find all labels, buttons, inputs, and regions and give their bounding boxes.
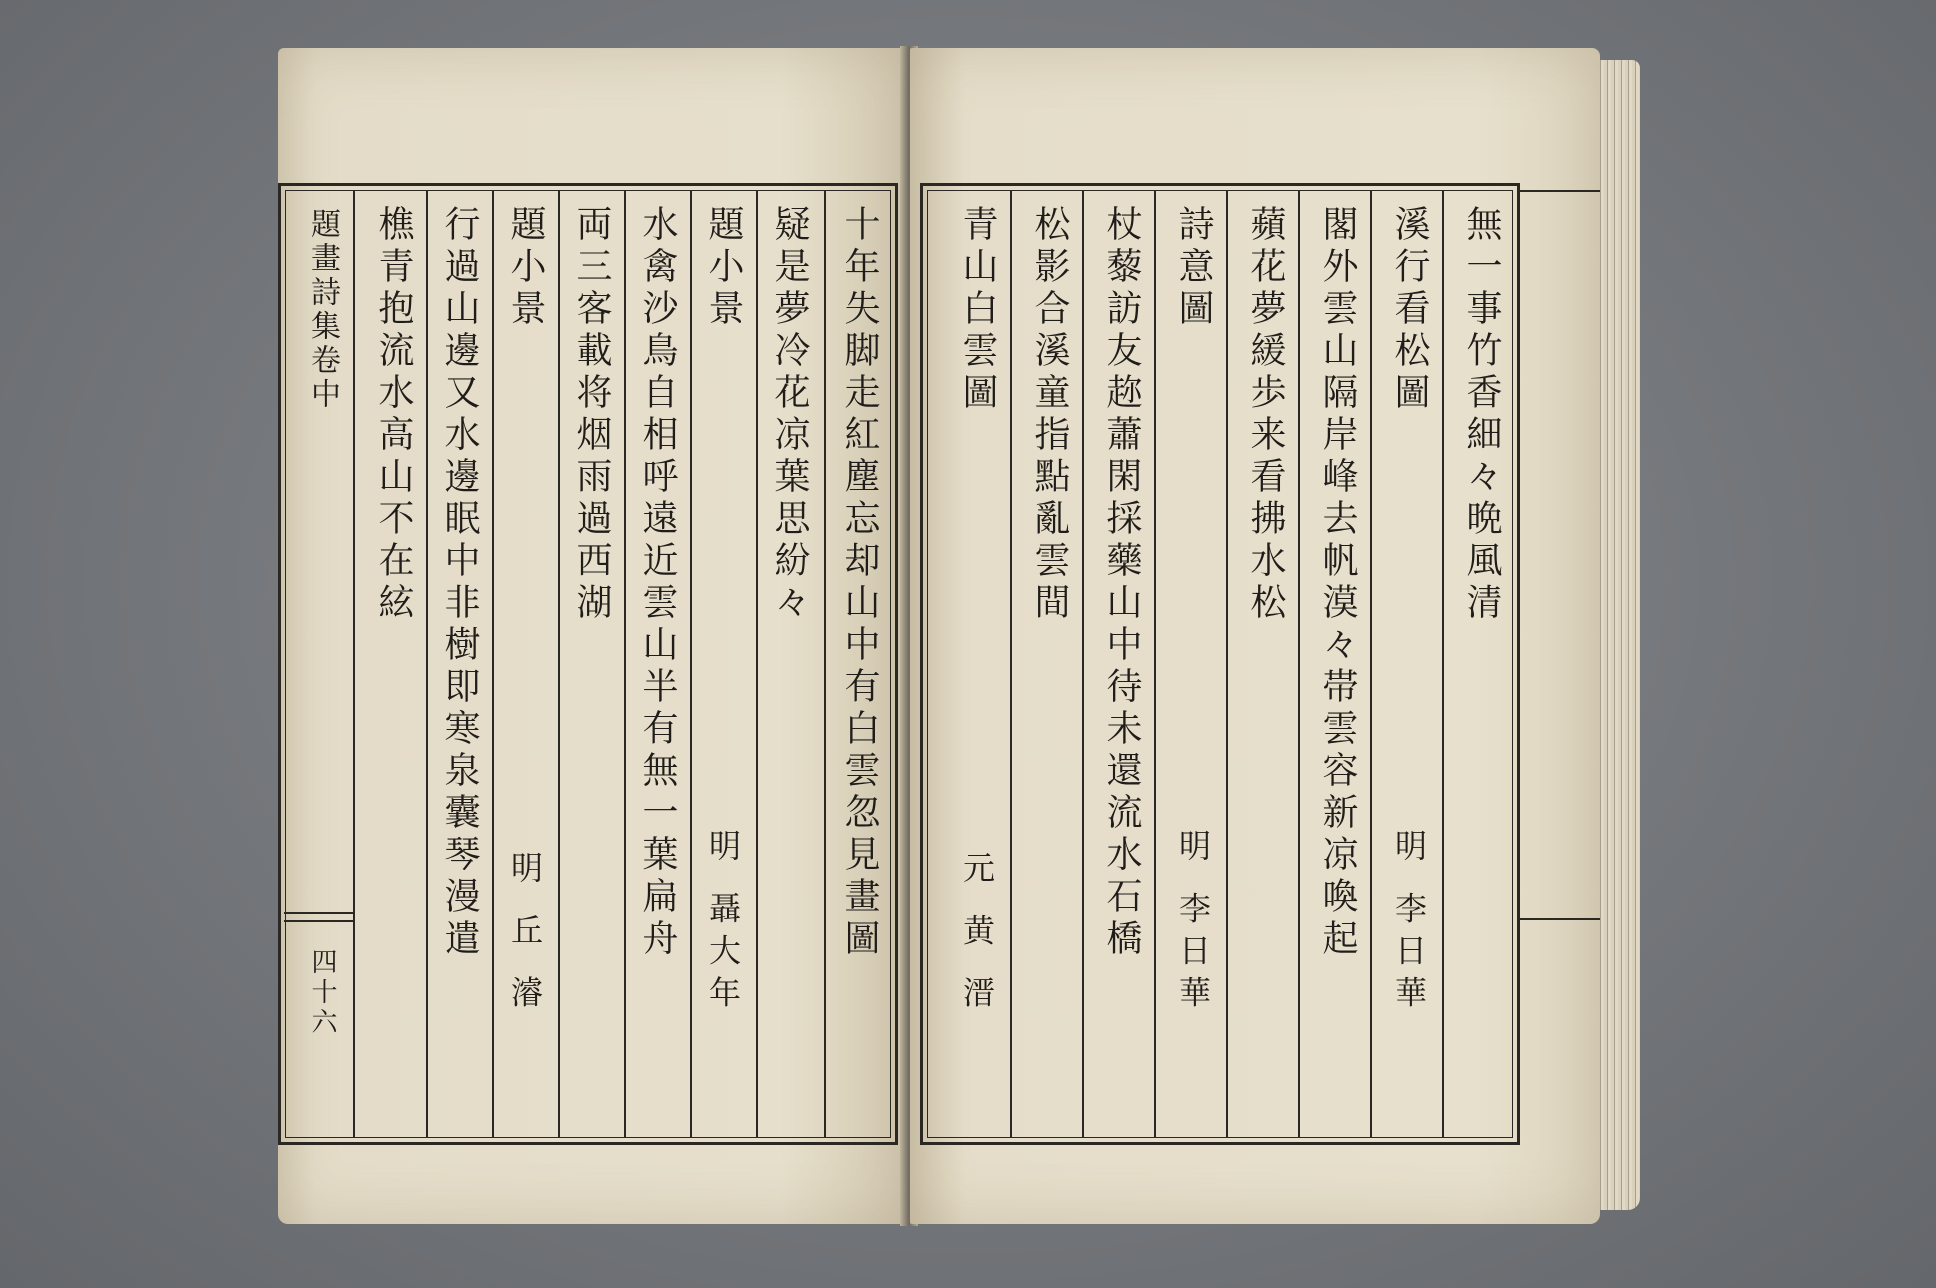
open-book [270,40,1650,1240]
page-number: 四十六 [307,948,337,1038]
text-column: 両三客載将烟雨過西湖 [571,205,612,625]
left-text-columns [360,191,890,1137]
text-column: 水禽沙鳥自相呼遠近雲山半有無一葉扁舟 [637,205,678,961]
margin-rule [353,191,355,1137]
poem-heading: 青山白雲圖 [957,205,998,415]
poem-heading: 題小景 [703,205,744,331]
text-column: 蘋花夢緩歩来看拂水松 [1245,205,1286,625]
author: 明 李日華 [1174,828,1212,1017]
margin-rule-bottom [1520,918,1600,920]
author: 明 李日華 [1390,828,1428,1017]
folio-rule-2 [284,920,354,922]
text-column: 閣外雲山隔岸峰去帆漠々帯雲容新凉喚起 [1317,205,1358,961]
text-column: 十年失脚走紅塵忘却山中有白雲忽見畫圖 [839,205,880,961]
text-column: 杖藜訪友趂蕭閑採藥山中待未還流水石橋 [1101,205,1142,961]
author: 明 聶大年 [704,828,742,1017]
text-column: 樵青抱流水高山不在絃 [373,205,414,625]
book-title: 題畫詩集卷中 [305,208,340,412]
folio-rule [284,912,354,914]
text-column: 疑是夢冷花凉葉思紛々 [769,205,810,625]
poem-heading: 題小景 [505,205,546,331]
margin-rule-top [1520,190,1600,192]
right-text-columns [930,191,1512,1137]
poem-heading: 詩意圖 [1173,205,1214,331]
text-column: 行過山邊又水邊眠中非樹即寒泉囊琴漫遣 [439,205,480,961]
right-page [910,48,1600,1224]
author: 元 黄 溍 [958,850,996,1017]
poem-heading: 溪行看松圖 [1389,205,1430,415]
left-page [278,48,906,1224]
text-column: 松影合溪童指點亂雲間 [1029,205,1070,625]
text-column: 無一事竹香細々晩風清 [1461,205,1502,625]
author: 明 丘 濬 [506,850,544,1017]
